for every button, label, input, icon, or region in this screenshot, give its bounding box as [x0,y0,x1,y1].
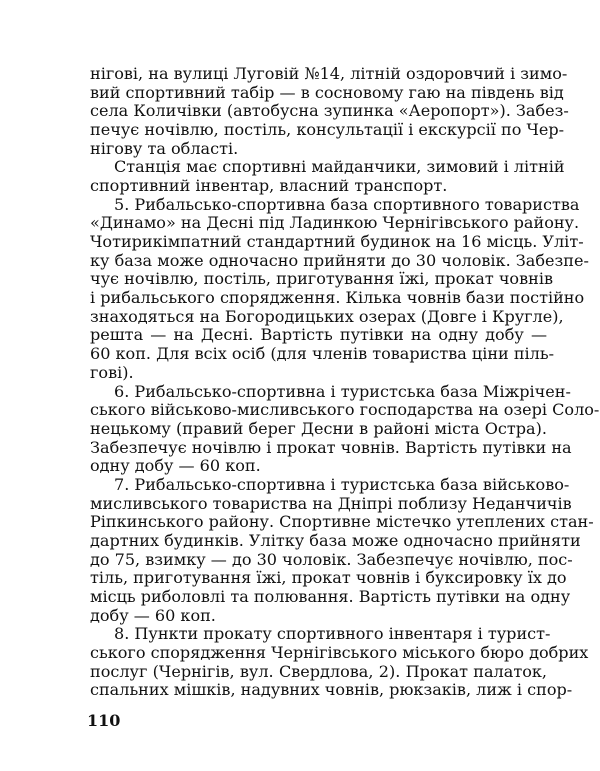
text-line: нігові, на вулиці Луговій №14, літній оздоровчий і зимо- [90,64,568,83]
text-line: ку база може одночасно прийняти до 30 чоловік. Забезпе- [90,250,589,270]
text-line: 60 коп. Для всіх осіб (для членів товариства ціни піль- [90,344,555,364]
text-line: 8. Пункти прокату спортивного інвентаря і турист- [114,624,551,644]
text-line: 6. Рибальсько-спортивна і туристська база Міжрічен- [114,381,571,401]
text-line: чує ночівлю, постіль, приготування їжі, прокат човнів [90,269,553,289]
page-number: 110 [87,711,121,730]
text-line: спальних мішків, надувних човнів, рюкзаків, лиж і спор- [90,680,573,700]
text-line: дартних будинків. Улітку база може одночасно прийняти [90,530,581,550]
text-line: 7. Рибальсько-спортивна і туристська база військово- [114,474,570,494]
text-line: решта — на Десні. Вартість путівки на одну добу — [90,325,547,345]
text-line: ського військово-мисливського господарства на озері Соло- [90,400,600,420]
text-line: місць риболовлі та полювання. Вартість путівки на одну [90,586,571,606]
text-line: Станція має спортивні майданчики, зимовий і літній [114,157,565,177]
text-line: нігову та області. [90,138,239,158]
text-line: знаходяться на Богородицьких озерах (Довге і Кругле), [90,306,564,326]
text-line: села Количівки (автобусна зупинка «Аеропорт»). Забез- [90,101,569,121]
text-line: гові). [90,362,134,382]
text-line: послуг (Чернігів, вул. Свердлова, 2). Прокат палаток, [90,661,547,681]
text-line: ського спорядження Чернігівського міського бюро добрих [90,642,589,662]
text-line: 5. Рибальсько-спортивна база спортивного товариства [114,194,580,214]
text-line: печує ночівлю, постіль, консультації і екскурсії по Чер- [90,120,565,140]
text-line: добу — 60 коп. [90,605,216,625]
text-line: мисливського товариства на Дніпрі поблизу Неданчичів [90,493,572,513]
text-line: Забезпечує ночівлю і прокат човнів. Вартість путівки на [90,437,572,457]
text-line: нецькому (правий берег Десни в районі міста Остра). [90,418,547,438]
text-line: одну добу — 60 коп. [90,456,261,476]
text-line: тіль, приготування їжі, прокат човнів і буксировку їх до [90,568,567,588]
text-line: Чотирикімпатний стандартний будинок на 16 місць. Уліт- [90,232,584,252]
text-line: Ріпкинського району. Спортивне містечко утеплених стан- [90,512,594,532]
text-line: до 75, взимку — до 30 чоловік. Забезпечує ночівлю, пос- [90,549,573,569]
text-line: спортивний інвентар, власний транспорт. [90,176,448,196]
text-line: вий спортивний табір — в сосновому гаю на південь від [90,82,564,102]
text-line: «Динамо» на Десні під Ладинкою Чернігівського району. [90,213,580,233]
text-line: і рибальського спорядження. Кілька човнів бази постійно [90,288,585,308]
